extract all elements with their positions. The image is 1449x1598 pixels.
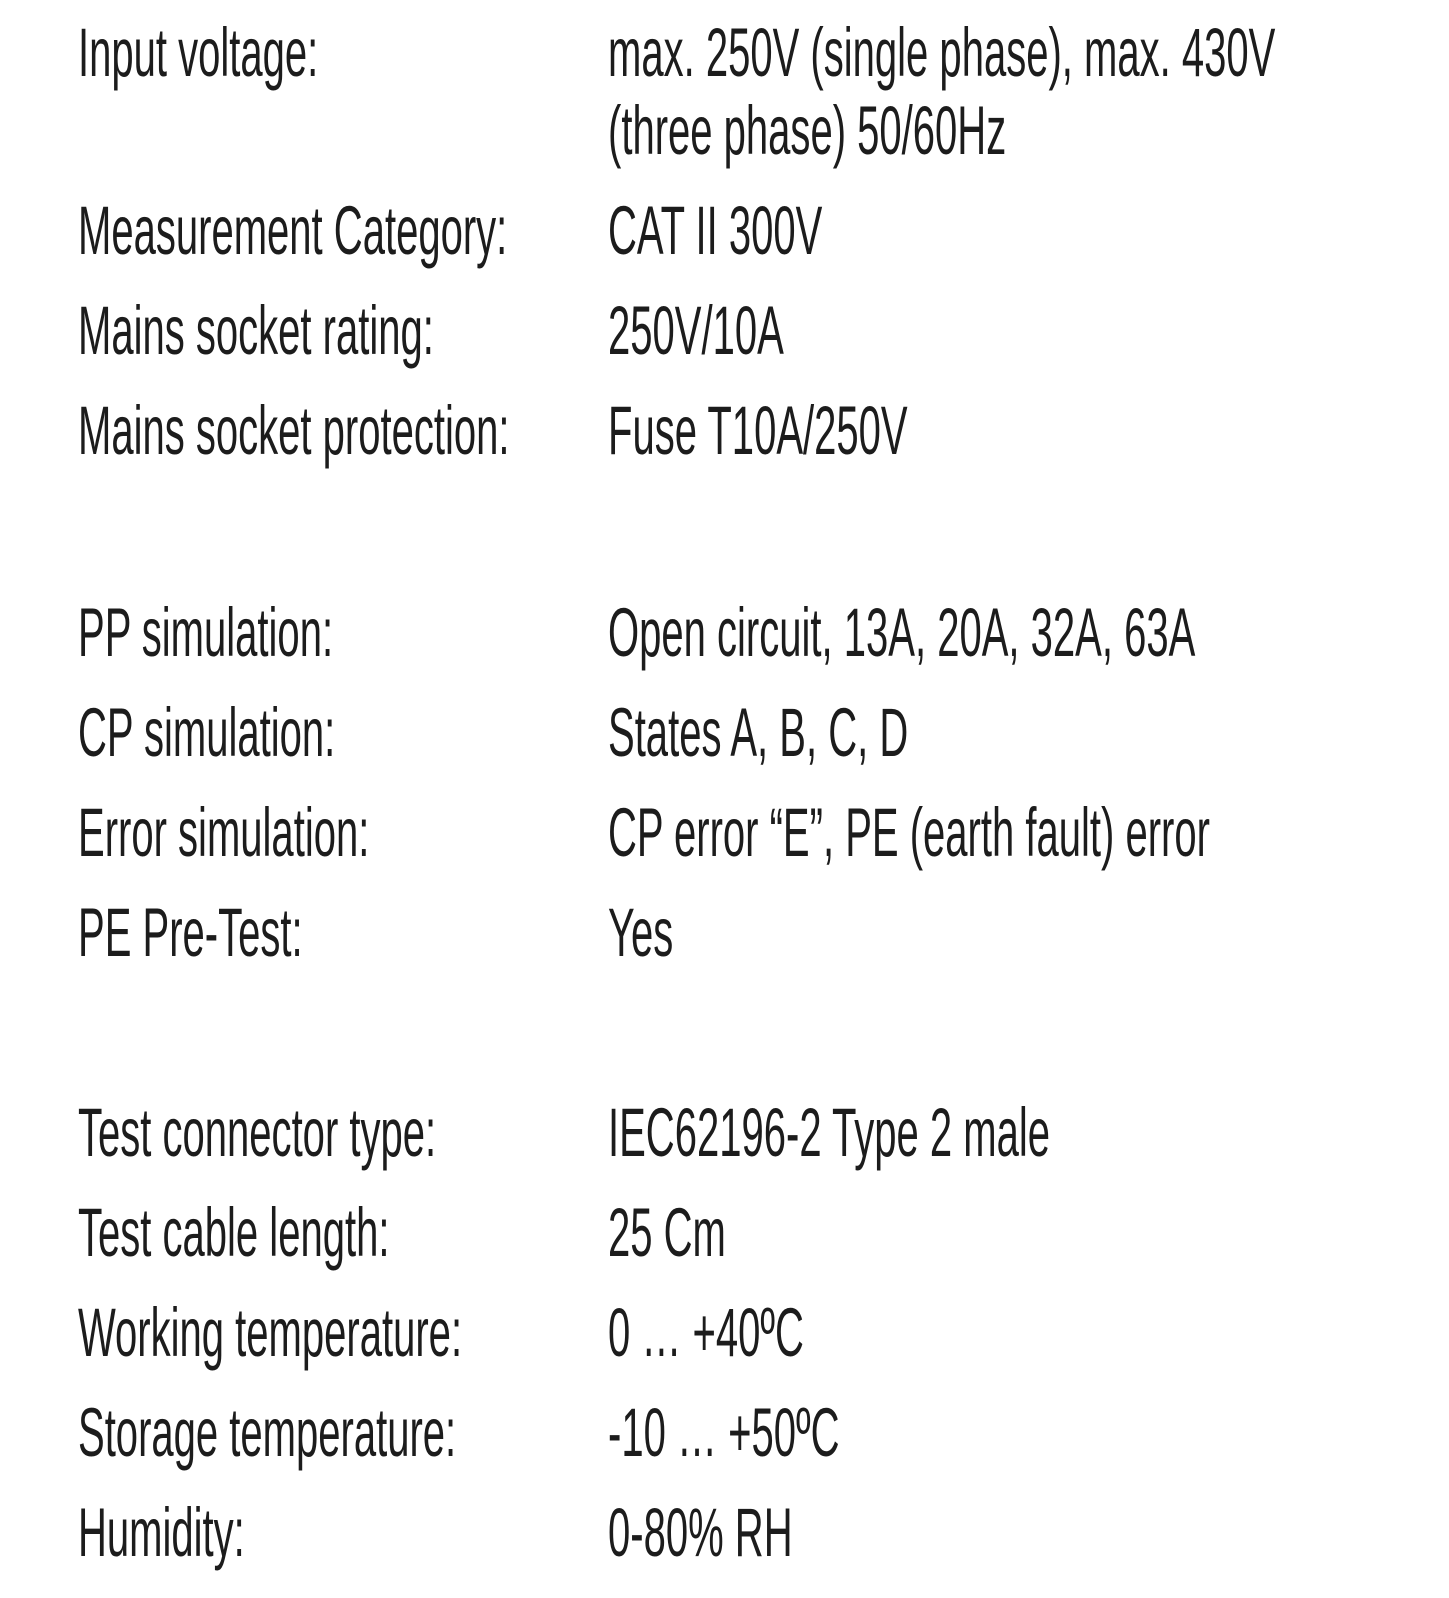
spec-value: 0-80% RH [608, 1494, 793, 1571]
spec-row-pp-simulation [0, 594, 1449, 694]
spec-value: States A, B, C, D [608, 694, 909, 771]
spec-value: CAT II 300V [608, 192, 823, 269]
spec-label: Mains socket rating: [78, 292, 434, 369]
spec-label: PP simulation: [78, 594, 334, 671]
spec-label: Error simulation: [78, 794, 370, 871]
spec-value: Yes [608, 894, 674, 971]
spec-label: Mains socket protection: [78, 392, 510, 469]
spec-label: Working temperature: [78, 1294, 463, 1371]
spec-row-humidity [0, 1494, 1449, 1594]
spec-value: 0 … +40ºC [608, 1294, 804, 1371]
spec-label: CP simulation: [78, 694, 336, 771]
spec-row-storage-temperature [0, 1394, 1449, 1494]
spec-value: 25 Cm [608, 1194, 726, 1271]
spec-row-cp-simulation [0, 694, 1449, 794]
spec-row-pe-pre-test [0, 894, 1449, 994]
spec-value: max. 250V (single phase), max. 430V [608, 14, 1276, 91]
spec-row-measurement-category [0, 192, 1449, 292]
spec-row-test-cable-length [0, 1194, 1449, 1294]
spec-value: 250V/10A [608, 292, 784, 369]
spec-row-mains-socket-protection [0, 392, 1449, 492]
spec-value: Fuse T10A/250V [608, 392, 908, 469]
spec-value: (three phase) 50/60Hz [608, 92, 1007, 169]
spec-row-mains-socket-rating [0, 292, 1449, 392]
spec-label: Input voltage: [78, 14, 319, 91]
spec-label: PE Pre-Test: [78, 894, 303, 971]
spec-row-input-voltage-cont [0, 92, 1449, 192]
spec-label: Humidity: [78, 1494, 245, 1571]
spec-value: -10 … +50ºC [608, 1394, 840, 1471]
spec-label: Storage temperature: [78, 1394, 457, 1471]
spec-value: Open circuit, 13A, 20A, 32A, 63A [608, 594, 1196, 671]
spec-label: Measurement Category: [78, 192, 508, 269]
spec-value: CP error “E”, PE (earth fault) error [608, 794, 1210, 871]
spec-row-working-temperature [0, 1294, 1449, 1394]
spec-row-test-connector-type [0, 1094, 1449, 1194]
spec-label: Test cable length: [78, 1194, 390, 1271]
spec-value: IEC62196-2 Type 2 male [608, 1094, 1050, 1171]
spec-label: Test connector type: [78, 1094, 437, 1171]
spec-row-error-simulation [0, 794, 1449, 894]
